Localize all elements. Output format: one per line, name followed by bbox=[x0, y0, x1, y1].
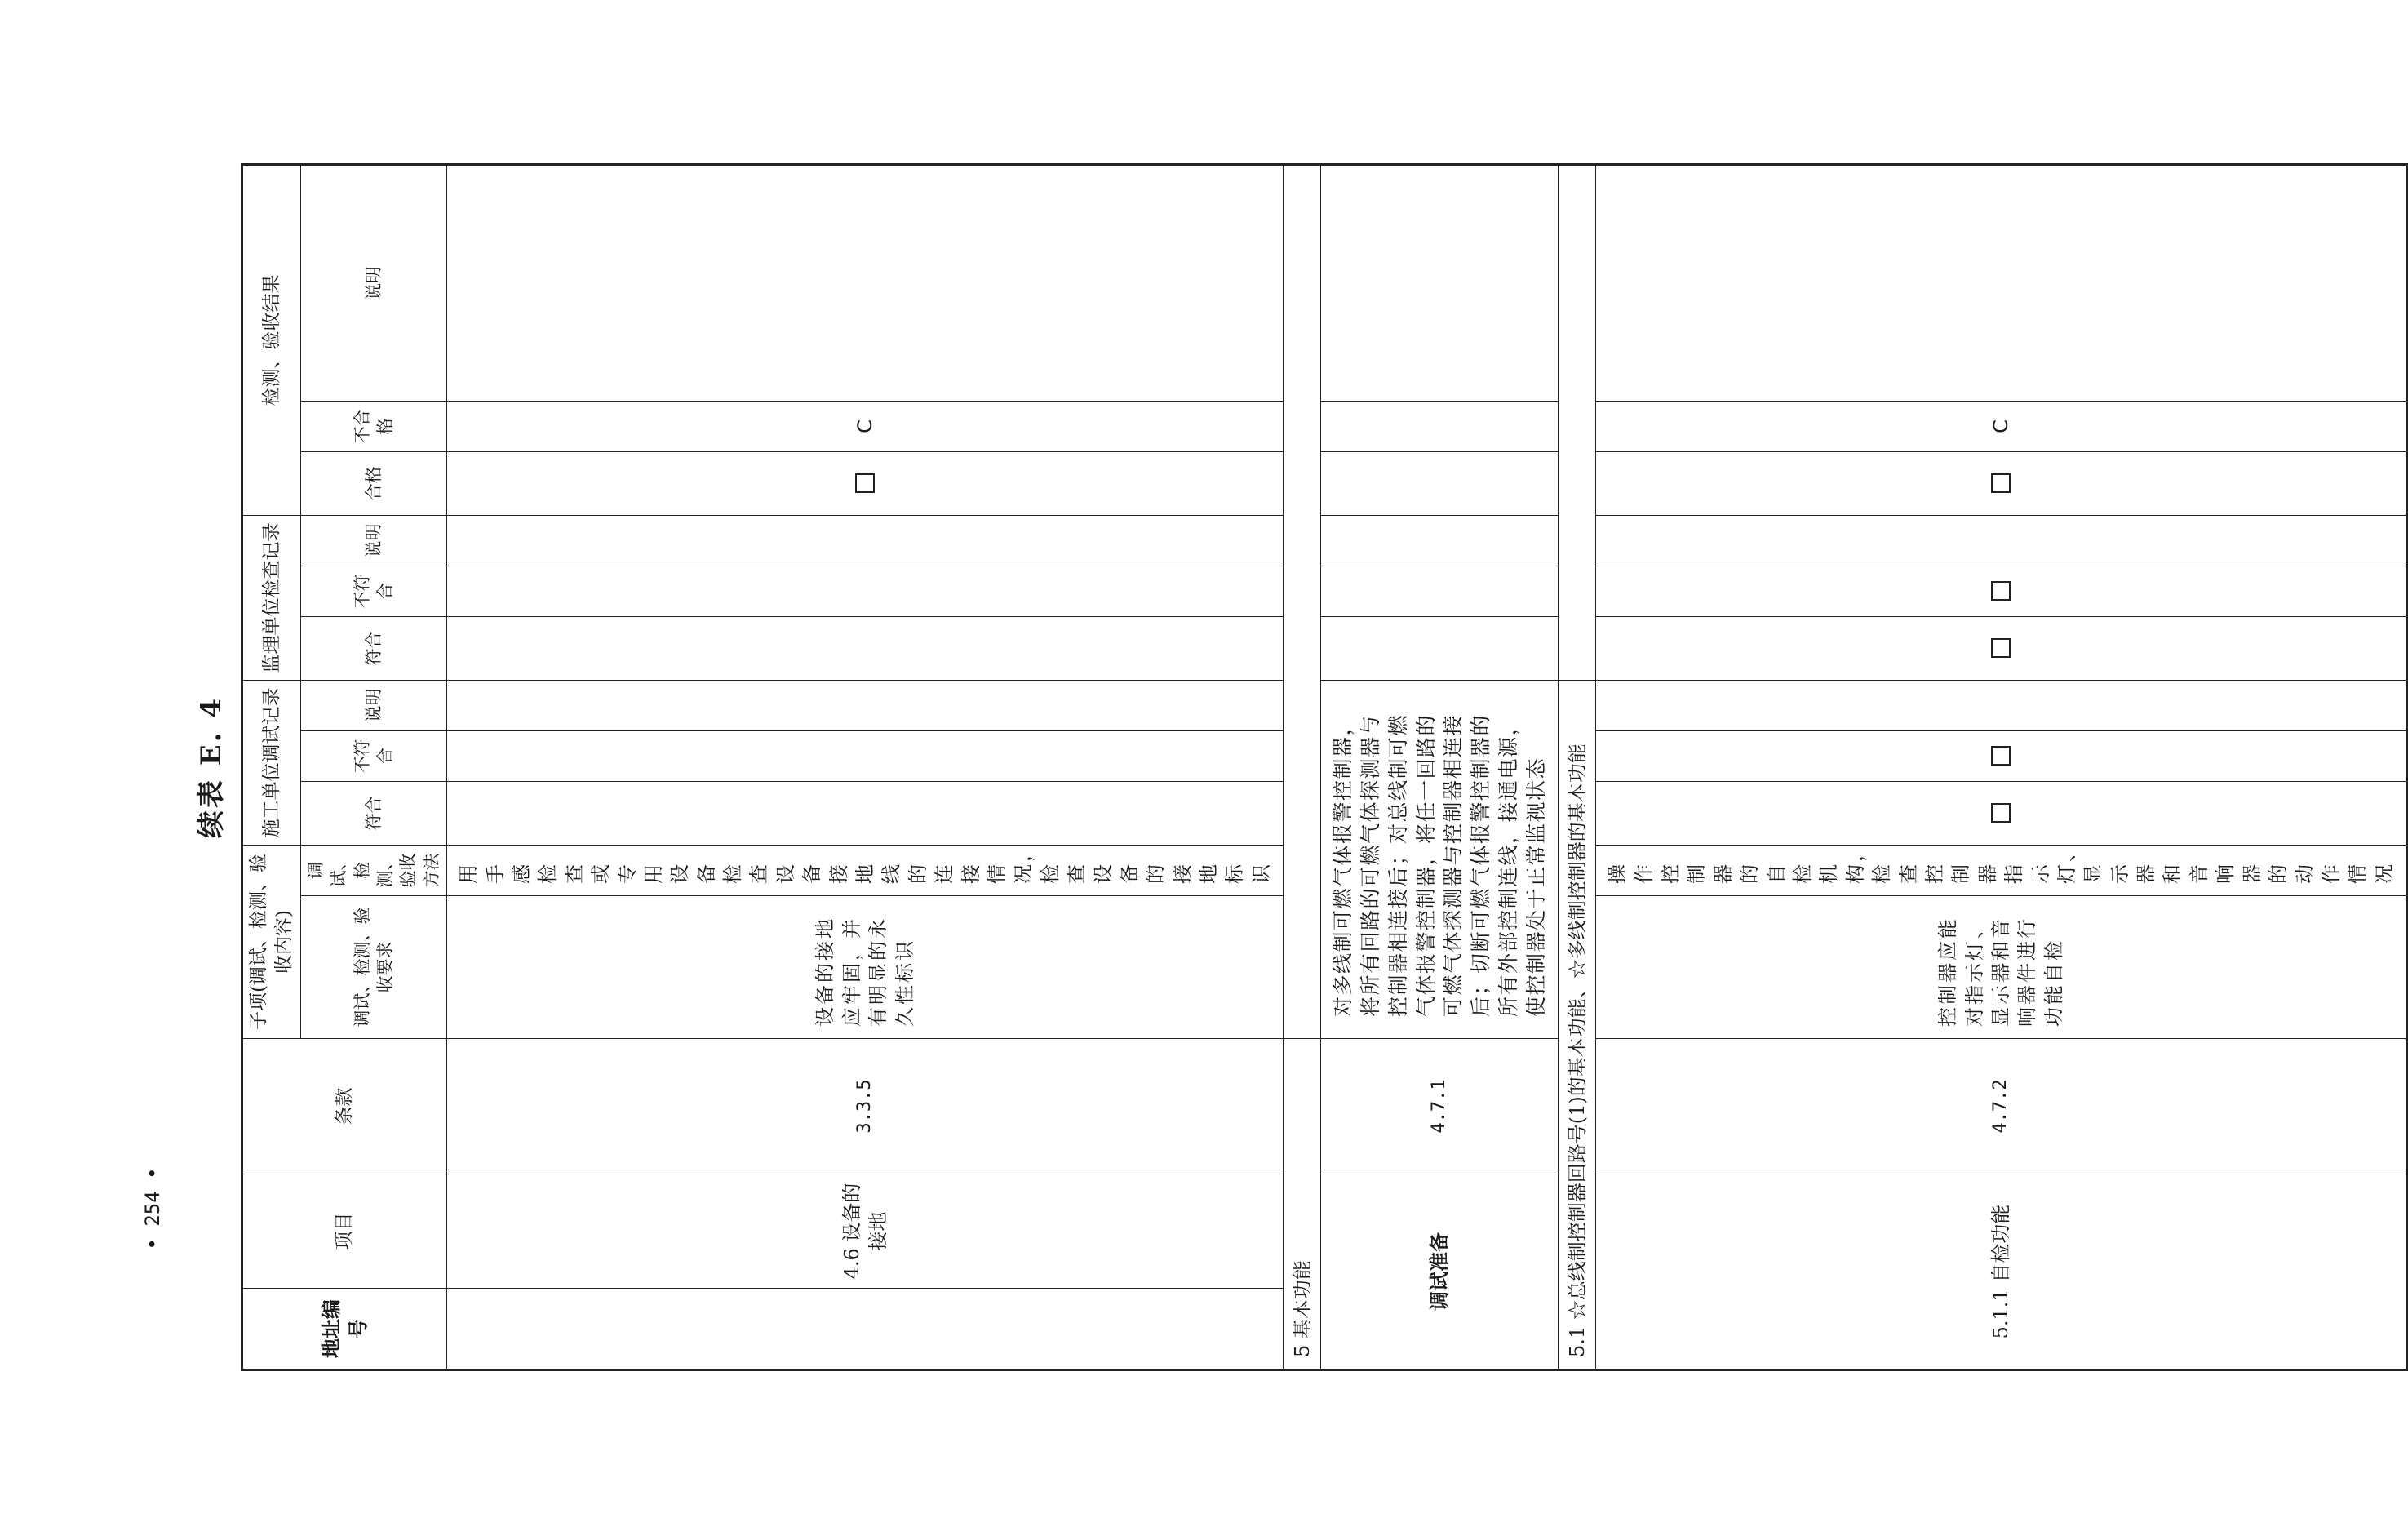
selfcheck-qualified-cell bbox=[1596, 451, 2407, 515]
selfcheck-supervision-nonconform-checkbox[interactable] bbox=[1991, 581, 2011, 601]
header-nonconform-2: 不符合 bbox=[301, 566, 447, 616]
header-method: 调试、检测、验收方法 bbox=[301, 845, 447, 895]
rotated-page-content bbox=[184, 163, 2396, 1371]
header-supervision-unit: 监理单位检查记录 bbox=[242, 515, 301, 680]
selfcheck-requirement: 控制器应能对指示灯、显示器和音响器件进行功能自检 bbox=[1596, 896, 2407, 1039]
selfcheck-construction-nonconform-checkbox[interactable] bbox=[1991, 746, 2011, 766]
section-5-1-title: 5.1 ☆总线制控制器回路号(1)的基本功能、☆多线制控制器的基本功能 bbox=[1559, 680, 1596, 1369]
debug-prep-result-note bbox=[1321, 165, 1559, 402]
header-conform-1: 符合 bbox=[301, 781, 447, 845]
grounding-unqualified-mark: C bbox=[853, 419, 876, 433]
section-5-title: 5 基本功能 bbox=[1284, 1039, 1321, 1370]
selfcheck-supervision-nonconform-cell bbox=[1596, 566, 2407, 616]
header-note-2: 说明 bbox=[301, 515, 447, 566]
header-nonconform-1: 不符合 bbox=[301, 730, 447, 781]
grounding-supervision-conform bbox=[447, 616, 1284, 680]
header-note-1: 说明 bbox=[301, 680, 447, 730]
selfcheck-construction-note bbox=[1596, 680, 2407, 730]
header-inspection-result: 检测、验收结果 bbox=[242, 165, 301, 516]
selfcheck-construction-nonconform-cell bbox=[1596, 730, 2407, 781]
debug-prep-supervision-note bbox=[1321, 515, 1559, 566]
grounding-requirement: 设备的接地应牢固，并有明显的永久性标识 bbox=[447, 896, 1284, 1039]
debug-prep-supervision-nonconform bbox=[1321, 566, 1559, 616]
selfcheck-construction-conform-checkbox[interactable] bbox=[1991, 803, 2011, 823]
debug-prep-supervision-conform bbox=[1321, 616, 1559, 680]
debug-prep-unqualified bbox=[1321, 401, 1559, 451]
header-construction-unit: 施工单位调试记录 bbox=[242, 680, 301, 845]
header-clause: 条款 bbox=[242, 1039, 447, 1174]
selfcheck-result-note bbox=[1596, 165, 2407, 402]
header-unqualified: 不合格 bbox=[301, 401, 447, 451]
selfcheck-qualified-checkbox[interactable] bbox=[1991, 473, 2011, 493]
header-note-3: 说明 bbox=[301, 165, 447, 402]
grounding-construction-note bbox=[447, 680, 1284, 730]
grounding-unqualified-cell bbox=[447, 401, 1284, 451]
grounding-address-cell bbox=[447, 1289, 1284, 1370]
debug-prep-content: 对多线制可燃气体报警控制器，将所有回路的可燃气体探测器与控制器相连接后；对总线制可燃气体报警控制器，将任一回路的可燃气体探测器与控制器相连接后；切断可燃气体报警控制器的所有外部控制连线，接通电源，使控制器处于正常监视状态 bbox=[1321, 680, 1559, 1038]
header-qualified: 合格 bbox=[301, 451, 447, 515]
grounding-qualified-cell bbox=[447, 451, 1284, 515]
selfcheck-unqualified-cell bbox=[1596, 401, 2407, 451]
selfcheck-supervision-note bbox=[1596, 515, 2407, 566]
table-caption: 续表 E. 4 bbox=[195, 695, 228, 839]
debug-prep-project: 调试准备 bbox=[1321, 1174, 1559, 1370]
grounding-qualified-checkbox[interactable] bbox=[855, 473, 875, 493]
section-5-1-blank bbox=[1559, 165, 1596, 681]
selfcheck-supervision-conform-cell bbox=[1596, 616, 2407, 680]
header-project: 项目 bbox=[242, 1174, 447, 1289]
section-5-blank bbox=[1284, 165, 1321, 1039]
selfcheck-clause: 4.7.2 bbox=[1596, 1039, 2407, 1174]
header-address-no: 地址编号 bbox=[242, 1289, 447, 1370]
grounding-method: 用手感检查或专用设备检查设备接地线的连接情况，检查设备的接地标识 bbox=[447, 845, 1284, 895]
grounding-project: 4.6 设备的接地 bbox=[447, 1174, 1284, 1289]
grounding-construction-nonconform bbox=[447, 730, 1284, 781]
selfcheck-project: 5.1.1 自检功能 bbox=[1596, 1174, 2407, 1370]
grounding-supervision-note bbox=[447, 515, 1284, 566]
header-subitem: 子项(调试、检测、验收内容) bbox=[242, 845, 301, 1038]
grounding-result-note bbox=[447, 165, 1284, 402]
grounding-clause: 3.3.5 bbox=[447, 1039, 1284, 1174]
selfcheck-method: 操作控制器的自检机构，检查控制器指示灯、显示器和音响器的动作情况 bbox=[1596, 845, 2407, 895]
grounding-supervision-nonconform bbox=[447, 566, 1284, 616]
header-conform-2: 符合 bbox=[301, 616, 447, 680]
debug-prep-clause: 4.7.1 bbox=[1321, 1039, 1559, 1174]
inspection-table bbox=[241, 163, 2408, 1371]
header-requirement: 调试、检测、验收要求 bbox=[301, 896, 447, 1039]
debug-prep-qualified bbox=[1321, 451, 1559, 515]
page-number: • 254 • bbox=[141, 1167, 164, 1250]
selfcheck-unqualified-mark: C bbox=[1989, 419, 2012, 433]
selfcheck-construction-conform-cell bbox=[1596, 781, 2407, 845]
selfcheck-supervision-conform-checkbox[interactable] bbox=[1991, 638, 2011, 658]
grounding-construction-conform bbox=[447, 781, 1284, 845]
